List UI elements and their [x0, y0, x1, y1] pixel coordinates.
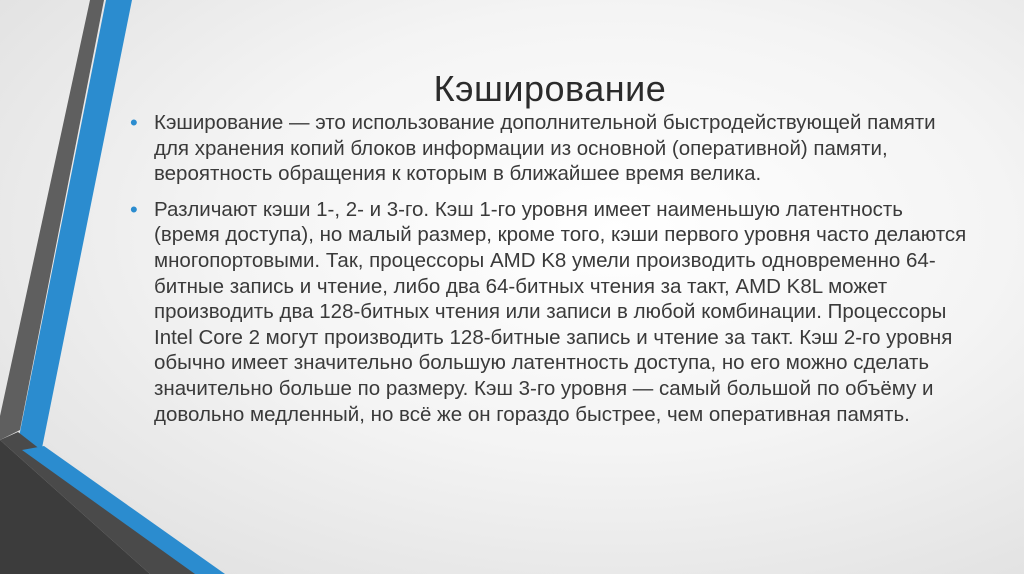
bullet-dot-icon: • — [130, 196, 138, 222]
bullet-item — [130, 110, 970, 187]
bullet-item — [130, 197, 970, 427]
bullet-text: Кэширование — это использование дополнительной быстродействующей памяти для хранения копий блоков информации из основной (оперативной) памяти, вероятность обращения к которым в ближайшее время велика. — [154, 111, 936, 186]
slide-title: Кэширование — [433, 68, 667, 109]
bullet-dot-icon: • — [130, 110, 138, 135]
bullet-text: Различают кэши 1-, 2- и 3-го. Кэш 1-го уровня имеет наименьшую латентность (время доступа), но малый размер, кроме того, кэши первого уровня часто делаются многопортовыми. Так, процессоры AMD K8 умели производить одновременно 64-битные запись и чтение, либо два 64-битных чтения за такт, AMD K8L может производить два 128-битных чтения или записи в любой комбинации. Процессоры Intel Core 2 могут производить 128-битные запись и чтение за такт. Кэш 2-го уровня обычно имеет значительно большую латентность доступа, но его можно сделать значительно больше по размеру. Кэш 3-го уровня — самый большой по объёму и довольно медленный, но всё же он гораздо быстрее, чем оперативная память. — [154, 197, 967, 426]
blue-stripe — [16, 0, 132, 452]
bullet-list — [130, 110, 970, 437]
